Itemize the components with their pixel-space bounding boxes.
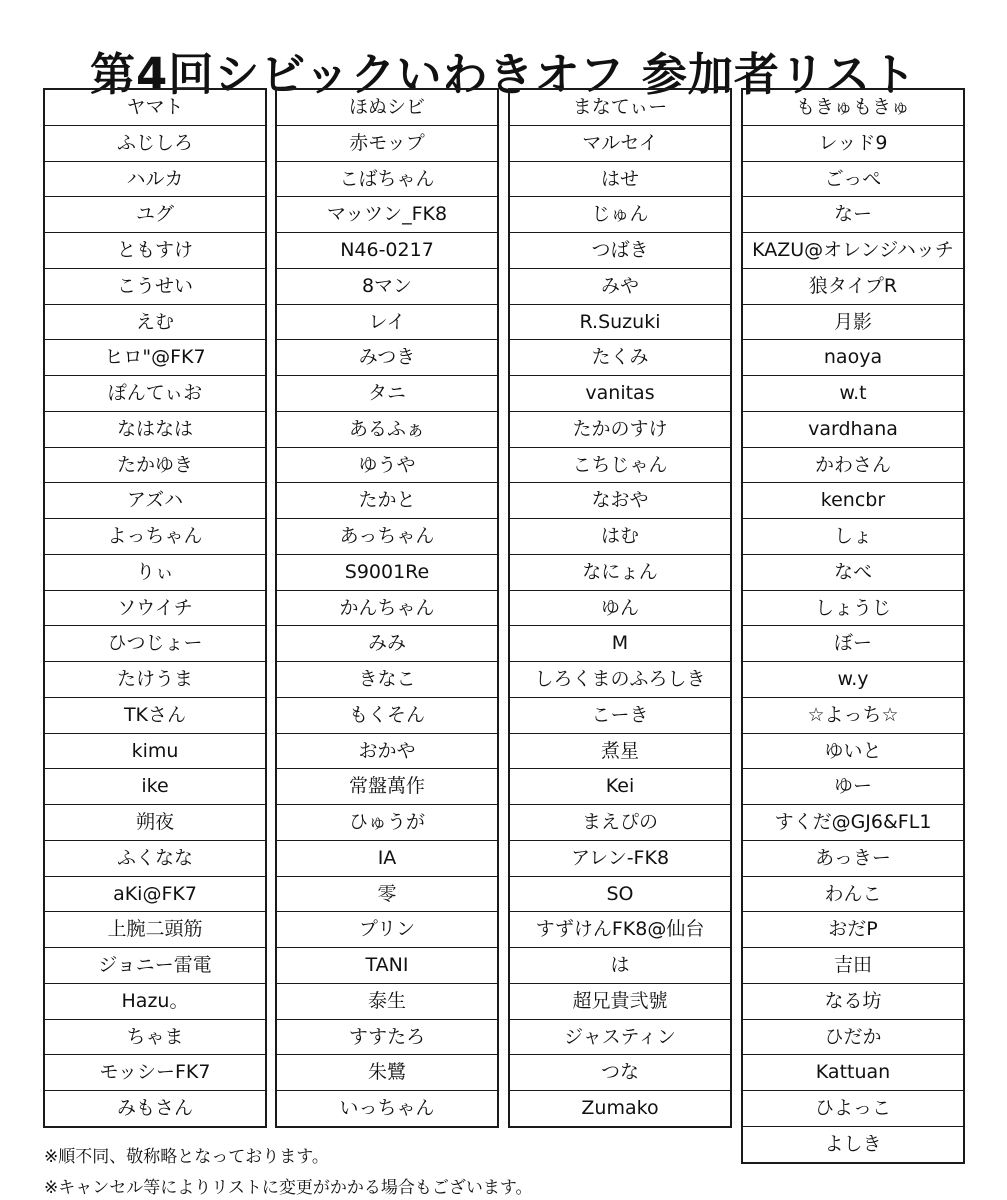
participant-name: すくだ@GJ6&FL1 xyxy=(743,805,963,841)
participant-name: 上腕二頭筋 xyxy=(45,912,265,948)
participant-name: みつき xyxy=(277,340,497,376)
participant-name: ユグ xyxy=(45,197,265,233)
participant-name: もくそん xyxy=(277,698,497,734)
participant-column-4 xyxy=(741,88,965,1164)
participant-name: マッツン_FK8 xyxy=(277,197,497,233)
participant-name: たかのすけ xyxy=(510,412,730,448)
participant-name: ひゅうが xyxy=(277,805,497,841)
participant-name: R.Suzuki xyxy=(510,305,730,341)
participant-name: なべ xyxy=(743,555,963,591)
participant-name: モッシーFK7 xyxy=(45,1055,265,1091)
participant-name: SO xyxy=(510,877,730,913)
participant-name: タニ xyxy=(277,376,497,412)
participant-name: 8マン xyxy=(277,269,497,305)
participant-name: おかや xyxy=(277,734,497,770)
participant-name: よっちゃん xyxy=(45,519,265,555)
participant-name: TANI xyxy=(277,948,497,984)
participant-name: TKさん xyxy=(45,698,265,734)
participant-name: 常盤萬作 xyxy=(277,769,497,805)
participant-name: ともすけ xyxy=(45,233,265,269)
participant-name: Zumako xyxy=(581,1097,659,1119)
participant-name: 吉田 xyxy=(743,948,963,984)
participant-name: ふくなな xyxy=(45,841,265,877)
participant-name: 赤モップ xyxy=(277,126,497,162)
participant-name: ちゃま xyxy=(45,1020,265,1056)
participant-name: naoya xyxy=(743,340,963,376)
participant-name: ほぬシビ xyxy=(277,90,497,126)
participant-name: りぃ xyxy=(45,555,265,591)
participant-name: アレン-FK8 xyxy=(510,841,730,877)
participant-name: kencbr xyxy=(743,483,963,519)
participant-name: かんちゃん xyxy=(277,591,497,627)
participant-name: Hazu。 xyxy=(45,984,265,1020)
participant-name: ひだか xyxy=(743,1020,963,1056)
participant-name: ヒロ"@FK7 xyxy=(45,340,265,376)
participant-name: あっきー xyxy=(743,841,963,877)
footnote-changes: ※キャンセル等によりリストに変更がかかる場合もございます。 xyxy=(44,1178,533,1198)
participant-name: きなこ xyxy=(277,662,497,698)
participant-name: みみ xyxy=(277,626,497,662)
participant-name: N46-0217 xyxy=(277,233,497,269)
participant-name: 超兄貴弐號 xyxy=(510,984,730,1020)
participant-name: すずけんFK8@仙台 xyxy=(510,912,730,948)
page-title: 第4回シビックいわきオフ 参加者リスト xyxy=(90,48,917,102)
participant-name: ひよっこ xyxy=(743,1091,963,1127)
participant-name: 朱鷺 xyxy=(277,1055,497,1091)
participant-name: つばき xyxy=(510,233,730,269)
participant-name: ゆー xyxy=(743,769,963,805)
participant-name: レイ xyxy=(277,305,497,341)
participant-name: わんこ xyxy=(743,877,963,913)
participant-name: ぽんてぃお xyxy=(45,376,265,412)
participant-name: マルセイ xyxy=(510,126,730,162)
participant-name: なー xyxy=(743,197,963,233)
footnote-order: ※順不同、敬称略となっております。 xyxy=(44,1147,329,1167)
participant-name: ハルカ xyxy=(45,162,265,198)
participant-name: よしき xyxy=(824,1132,882,1155)
participant-name: S9001Re xyxy=(277,555,497,591)
participant-name: しょ xyxy=(743,519,963,555)
participant-name: なる坊 xyxy=(743,984,963,1020)
participant-name: 狼タイプR xyxy=(743,269,963,305)
participant-name: ゆん xyxy=(510,591,730,627)
participant-name: aKi@FK7 xyxy=(45,877,265,913)
participant-name: ゆいと xyxy=(743,734,963,770)
participant-name: つな xyxy=(510,1055,730,1091)
participant-name: ☆よっち☆ xyxy=(743,698,963,734)
participant-name: かわさん xyxy=(743,448,963,484)
participant-name: KAZU@オレンジハッチ xyxy=(743,233,963,269)
participant-name: ソウイチ xyxy=(45,591,265,627)
participant-name: 泰生 xyxy=(277,984,497,1020)
participant-name: こばちゃん xyxy=(277,162,497,198)
participant-name: ジャスティン xyxy=(510,1020,730,1056)
participant-name: たかと xyxy=(277,483,497,519)
participant-name: たくみ xyxy=(510,340,730,376)
participant-name: こちじゃん xyxy=(510,448,730,484)
participant-name: なおや xyxy=(510,483,730,519)
participant-name: たけうま xyxy=(45,662,265,698)
participant-name: しろくまのふろしき xyxy=(510,662,730,698)
participant-name: なはなは xyxy=(45,412,265,448)
participant-name: なにょん xyxy=(510,555,730,591)
participant-name: は xyxy=(510,948,730,984)
participant-name: ゆうや xyxy=(277,448,497,484)
participant-name: はむ xyxy=(510,519,730,555)
participant-name: 零 xyxy=(277,877,497,913)
participant-name: 月影 xyxy=(743,305,963,341)
participant-name: みや xyxy=(510,269,730,305)
participant-name: こうせい xyxy=(45,269,265,305)
participant-name: レッド9 xyxy=(743,126,963,162)
participant-name: kimu xyxy=(45,734,265,770)
participant-name: いっちゃん xyxy=(339,1097,435,1119)
participant-name: じゅん xyxy=(510,197,730,233)
participant-name: ジョニー雷電 xyxy=(45,948,265,984)
participant-name: みもさん xyxy=(116,1097,193,1119)
participant-name: ヤマト xyxy=(45,90,265,126)
participant-name: あっちゃん xyxy=(277,519,497,555)
participant-name: w.y xyxy=(743,662,963,698)
participant-name: 煮星 xyxy=(510,734,730,770)
participant-name: ひつじょー xyxy=(45,626,265,662)
participant-column-2 xyxy=(275,88,499,1128)
participant-name: ふじしろ xyxy=(45,126,265,162)
participant-name: vardhana xyxy=(743,412,963,448)
participant-name: ike xyxy=(45,769,265,805)
participant-name: あるふぁ xyxy=(277,412,497,448)
participant-name: すすたろ xyxy=(277,1020,497,1056)
participant-name: ぼー xyxy=(743,626,963,662)
participant-name: おだP xyxy=(743,912,963,948)
participant-name: はせ xyxy=(510,162,730,198)
participant-name: Kei xyxy=(510,769,730,805)
participant-name: えむ xyxy=(45,305,265,341)
participant-name: もきゅもきゅ xyxy=(743,90,963,126)
participant-name: まえぴの xyxy=(510,805,730,841)
participant-name: vanitas xyxy=(510,376,730,412)
participant-name: ごっぺ xyxy=(743,162,963,198)
participant-name: w.t xyxy=(743,376,963,412)
participant-name: IA xyxy=(277,841,497,877)
participant-name: アズハ xyxy=(45,483,265,519)
participant-name: M xyxy=(510,626,730,662)
participant-name: プリン xyxy=(277,912,497,948)
participant-name: まなてぃー xyxy=(510,90,730,126)
participant-name: こーき xyxy=(510,698,730,734)
participant-name: たかゆき xyxy=(45,448,265,484)
participant-column-1 xyxy=(43,88,267,1128)
participant-name: しょうじ xyxy=(743,591,963,627)
participant-name: 朔夜 xyxy=(45,805,265,841)
participant-name: Kattuan xyxy=(743,1055,963,1091)
participant-column-3 xyxy=(508,88,732,1128)
